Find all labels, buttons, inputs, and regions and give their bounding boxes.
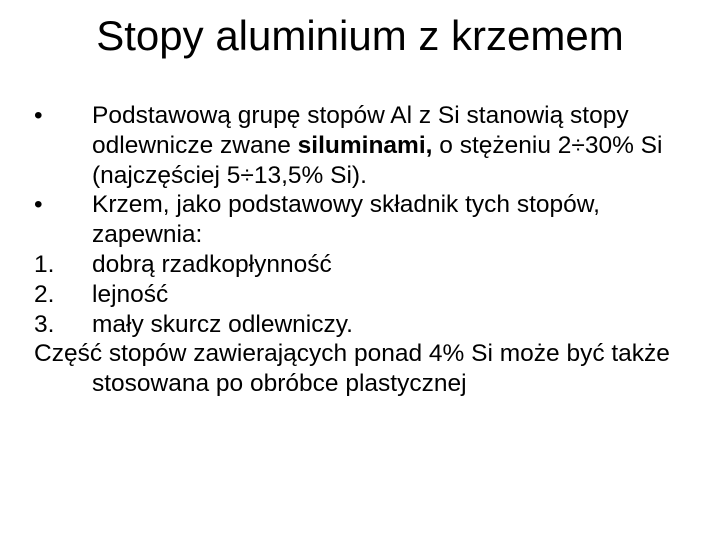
number-marker: 3. bbox=[34, 310, 55, 338]
slide-title: Stopy aluminium z krzemem bbox=[96, 12, 624, 59]
bullet-item-1 bbox=[34, 101, 704, 190]
bullet-item-2 bbox=[34, 190, 704, 250]
bullet-marker: • bbox=[34, 191, 43, 219]
numbered-text: dobrą rzadkopłynność bbox=[92, 250, 332, 278]
numbered-item-2 bbox=[34, 280, 704, 310]
numbered-text: lejność bbox=[92, 280, 169, 308]
closing-paragraph: Część stopów zawierających ponad 4% Si może być także stosowana po obróbce plastycznej bbox=[34, 340, 670, 398]
bullet-text: Krzem, jako podstawowy składnik tych stopów, zapewnia: bbox=[92, 191, 600, 249]
bullet-text-part: Podstawową grupę stopów Al z Si stanowią stopy odlewnicze zwane bbox=[92, 102, 629, 159]
bold-term: siluminami, bbox=[297, 131, 433, 159]
slide-body bbox=[34, 101, 704, 399]
numbered-item-1 bbox=[34, 250, 704, 280]
number-marker: 1. bbox=[34, 250, 55, 278]
bullet-text-part: o stężeniu 2÷30% Si (najczęściej 5÷13,5% Si). bbox=[92, 131, 663, 189]
numbered-text: mały skurcz odlewniczy. bbox=[92, 310, 353, 338]
number-marker: 2. bbox=[34, 280, 55, 308]
bullet-marker: • bbox=[34, 102, 43, 129]
bullet-text bbox=[92, 101, 704, 190]
numbered-item-3 bbox=[34, 310, 704, 340]
